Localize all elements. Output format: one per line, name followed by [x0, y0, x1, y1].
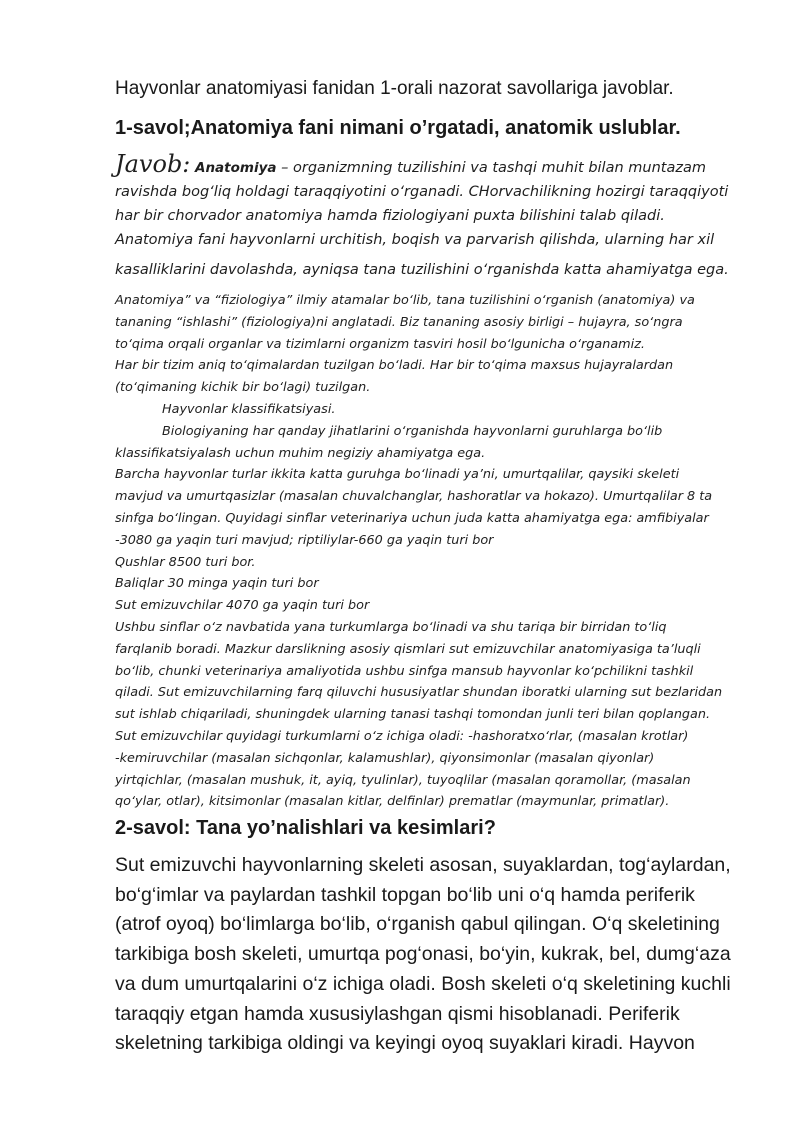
answer-1-body — [115, 290, 755, 813]
body-line: mavjud va umurtqasizlar (masalan chuvalchanglar, hashoratlar va hokazo). Umurtqalilar 8 ta — [115, 489, 713, 505]
answer-intro-line: ravishda bog‘liq holdagi taraqqiyotini o‘rganadi. CHorvachilikning hozirgi taraqqiyoti — [115, 184, 729, 200]
body-line: -kemiruvchilar (masalan sichqonlar, kalamushlar), qiyonsimonlar (masalan qiyonlar) — [115, 750, 655, 766]
answer-intro-line: har bir chorvador anatomiya hamda fiziologiyani puxta bilishini talab qiladi. — [115, 208, 665, 224]
body-line: Sut emizuvchilar 4070 ga yaqin turi bor — [115, 598, 370, 614]
answer-intro-line: Anatomiya fani hayvonlarni urchitish, boqish va parvarish qilishda, ularning har xil — [115, 232, 715, 248]
body-line: qo‘ylar, otlar), kitsimonlar (masalan kitlar, delfinlar) prematlar (maymunlar, primatlar). — [115, 794, 670, 810]
body-line: bo‘lib, chunki veterinariya amaliyotida ushbu sinfga mansub hayvonlar ko‘pchilikni tashkil — [115, 663, 694, 679]
paragraph-line: va dum umurtqalarini o‘z ichiga oladi. Bosh skeleti o‘q skeletining kuchli — [115, 972, 731, 995]
body-line: qiladi. Sut emizuvchilarning farq qiluvchi hususiyatlar shundan iboratki ularning sut bezlaridan — [115, 685, 723, 701]
answer-label: Javob: — [115, 150, 191, 178]
body-line: Barcha hayvonlar turlar ikkita katta guruhga bo‘linadi ya’ni, umurtqalilar, qaysiki skeleti — [115, 467, 680, 483]
body-line: to‘qima orqali organlar va tizimlarni organizm tasviri hosil bo‘lgunicha o‘rganamiz. — [115, 336, 645, 352]
body-line: tananing “ishlashi” (fiziologiya)ni anglatadi. Biz tananing asosiy birligi – hujayra, so‘ngra — [115, 314, 683, 330]
body-line: farqlanib boradi. Mazkur darslikning asosiy qismlari sut emizuvchilar anatomiyasiga ta’luqli — [115, 641, 701, 657]
body-line: Anatomiya” va “fiziologiya” ilmiy atamalar bo‘lib, tana tuzilishini o‘rganish (anatomiya) va — [115, 293, 695, 308]
classification-subheading: Hayvonlar klassifikatsiyasi. — [162, 401, 336, 417]
paragraph-line: Sut emizuvchi hayvonlarning skeleti asosan, suyaklardan, tog‘aylardan, — [115, 854, 731, 876]
question-2-heading: 2-savol: Tana yo’nalishlari va kesimlari? — [115, 817, 496, 839]
answer-intro-line: kasalliklarini davolashda, ayniqsa tana tuzilishini o‘rganishda katta ahamiyatga ega. — [115, 262, 729, 278]
body-line: yirtqichlar, (masalan mushuk, it, ayiq, tyulinlar), tuyoqlilar (masalan qoramollar, (masalan — [115, 772, 691, 788]
paragraph-line: bo‘g‘imlar va paylardan tashkil topgan bo‘lib uni o‘q hamda periferik — [115, 883, 695, 906]
answer-1-intro — [115, 152, 750, 282]
question-1-heading: 1-savol;Anatomiya fani nimani o’rgatadi, anatomik uslublar. — [115, 117, 681, 139]
body-line: Sut emizuvchilar quyidagi turkumlarni o‘z ichiga oladi: -hashoratxo‘rlar, (masalan krotlar) — [115, 728, 689, 744]
body-line: klassifikatsiyalash uchun muhim negiziy ahamiyatga ega. — [115, 445, 486, 461]
paragraph-line: (atrof oyoq) bo‘limlarga bo‘lib, o‘rganish qabul qilingan. O‘q skeletining — [115, 913, 720, 936]
body-line: Ushbu sinflar o‘z navbatida yana turkumlarga bo‘linadi va shu tariqa bir birridan to‘liq — [115, 619, 667, 635]
body-line: Har bir tizim aniq to‘qimalardan tuzilgan bo‘ladi. Har bir to‘qima maxsus hujayralardan — [115, 358, 674, 374]
body-line: Qushlar 8500 turi bor. — [115, 554, 256, 570]
paragraph-line: tarkibiga bosh skeleti, umurtqa pog‘onasi, bo‘yin, kukrak, bel, dumg‘aza — [115, 943, 731, 966]
paragraph-line: taraqqiy etgan hamda xususiylashgan qismi hisoblanadi. Periferik — [115, 1002, 680, 1025]
body-line: sut ishlab chiqariladi, shuningdek ularning tanasi tashqi tomondan junli teri bilan qoplangan. — [115, 707, 711, 723]
paragraph-line: skeletning tarkibiga oldingi va keyingi oyoq suyaklari kiradi. Hayvon — [115, 1032, 695, 1055]
answer-intro-line: – organizmning tuzilishini va tashqi muhit bilan muntazam — [276, 160, 706, 176]
document-title: Hayvonlar anatomiyasi fanidan 1-orali nazorat savollariga javoblar. — [115, 78, 674, 99]
body-line: (to‘qimaning kichik bir bo‘lagi) tuzilgan. — [115, 380, 371, 396]
body-line: Baliqlar 30 minga yaqin turi bor — [115, 576, 319, 592]
body-line: -3080 ga yaqin turi mavjud; riptiliylar-660 ga yaqin turi bor — [115, 532, 494, 548]
body-line: sinfga bo‘lingan. Quyidagi sinflar veterinariya uchun juda katta ahamiyatga ega: amfibiyalar — [115, 510, 709, 526]
answer-term: Anatomiya — [195, 160, 277, 176]
answer-2-paragraph — [115, 851, 755, 1059]
body-line: Biologiyaning har qanday jihatlarini o‘rganishda hayvonlarni guruhlarga bo‘lib — [162, 423, 663, 439]
